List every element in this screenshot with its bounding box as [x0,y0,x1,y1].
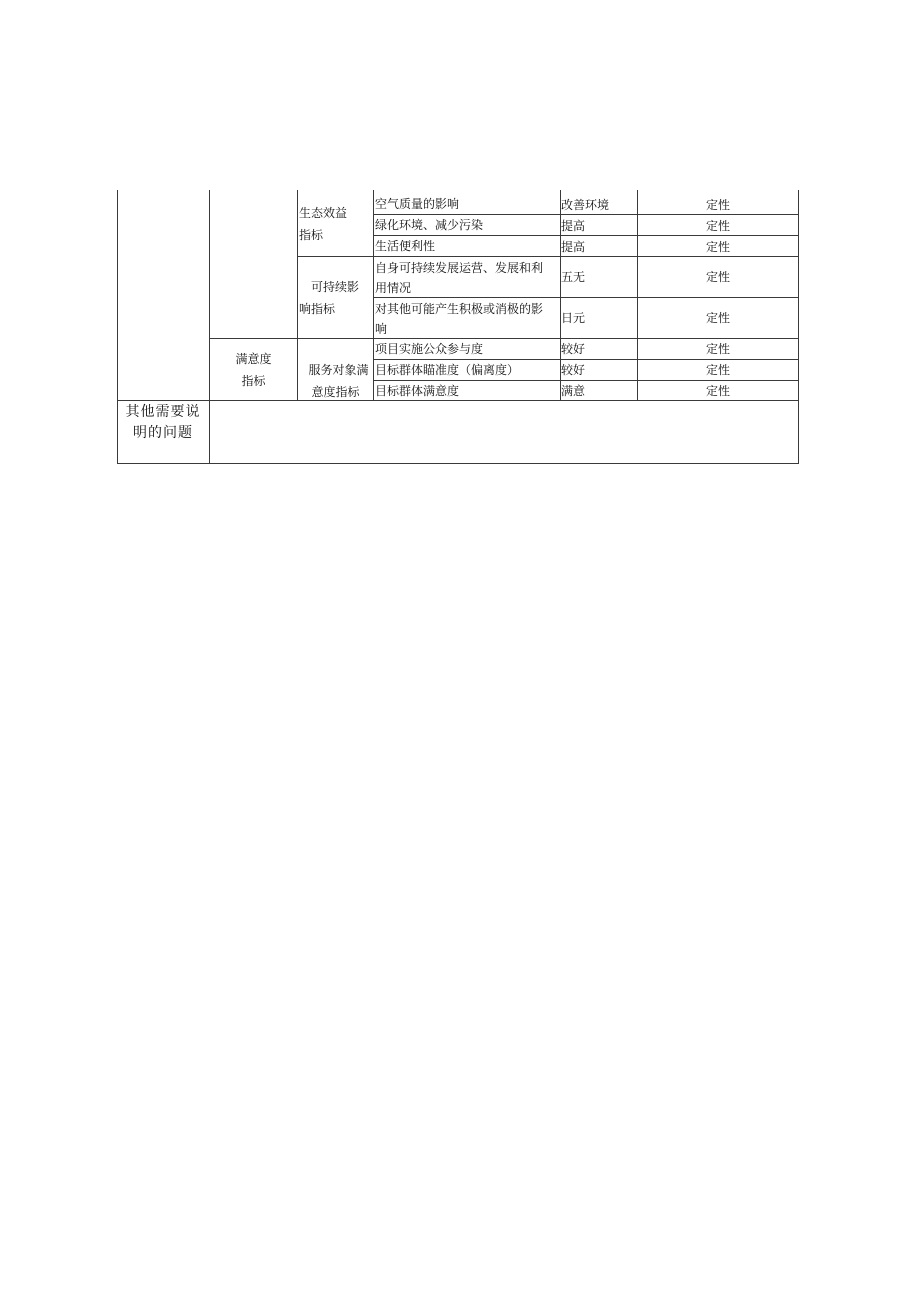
indicator-cell: 生活便利性 [375,239,436,253]
value-cell: 日元 [561,311,586,325]
grid-line [117,463,799,464]
notes-label-line2: 明的问题 [133,425,193,441]
value-cell: 提高 [561,219,586,233]
grid-line [209,190,210,464]
indicator-line: 对其他可能产生积极或消极的影 [375,302,544,316]
indicator-line: 响 [375,322,388,336]
indicator-cell: 目标群体满意度 [375,384,460,398]
grid-line [373,190,374,401]
satisfaction-label-line1: 服务对象满 [308,363,369,377]
ecological-label [299,202,347,246]
satisfaction-category-line2: 指标 [241,374,266,388]
value-cell: 五无 [561,270,586,284]
value-cell: 改善环境 [561,198,610,212]
indicator-cell [375,258,559,298]
grid-line [117,190,118,464]
notes-content [213,404,793,460]
indicator-cell: 目标群体瞄准度（偏离度） [375,363,520,377]
sustainable-label-line1: 可持续影 [311,280,360,294]
indicator-cell: 空气质量的影响 [375,197,460,211]
satisfaction-category-line1: 满意度 [235,352,272,366]
kind-cell: 定性 [705,342,730,356]
kind-cell: 定性 [705,311,730,325]
satisfaction-label-line2: 意度指标 [311,385,360,399]
ecological-label-line1: 生态效益 [299,206,348,220]
value-cell: 较好 [561,363,586,377]
value-cell: 满意 [561,384,586,398]
indicator-cell [375,299,559,339]
satisfaction-category-label [210,348,297,392]
ecological-label-line2: 指标 [299,228,324,242]
sustainable-label-line2: 响指标 [299,302,336,316]
kind-cell: 定性 [705,240,730,254]
notes-label-line1: 其他需要说 [125,404,201,420]
performance-indicator-table [117,190,799,464]
value-cell: 较好 [561,342,586,356]
indicator-cell: 项目实施公众参与度 [375,342,484,356]
kind-cell: 定性 [705,270,730,284]
indicator-cell: 绿化环境、减少污染 [375,218,484,232]
sustainable-label [299,276,359,320]
indicator-line: 用情况 [375,281,412,295]
kind-cell: 定性 [705,363,730,377]
indicator-line: 自身可持续发展运营、发展和利 [375,261,544,275]
kind-cell: 定性 [705,219,730,233]
kind-cell: 定性 [705,198,730,212]
notes-label [119,402,207,444]
grid-line [798,190,799,464]
value-cell: 提高 [561,240,586,254]
kind-cell: 定性 [705,384,730,398]
satisfaction-label [298,359,373,403]
